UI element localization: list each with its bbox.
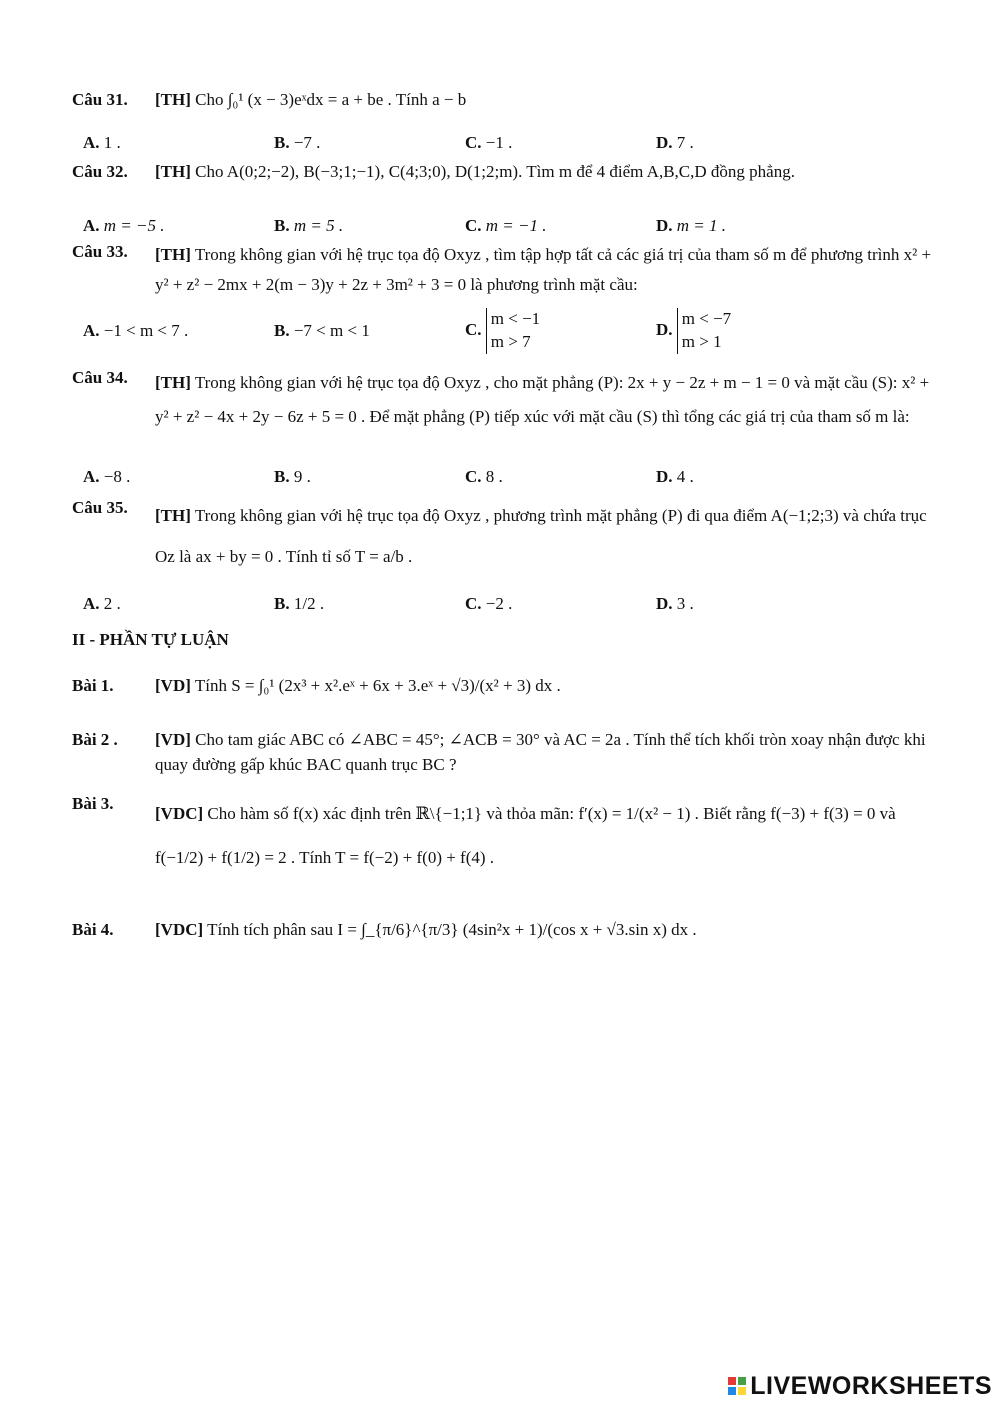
question-text: [TH] Trong không gian với hệ trục tọa độ Oxyz , tìm tập hợp tất cả các giá trị của tham số m để phương trình x² + y² + z² − 2mx + 2(m − 3)y + 2z + 3m² + 3 = 0 là phương trình mặt cầu: bbox=[155, 245, 932, 294]
exercise-label: Bài 3. bbox=[72, 794, 114, 813]
option-b[interactable]: B. 1/2 . bbox=[274, 594, 325, 613]
exercise-text: [VD] Tính S = ∫₀¹ (2x³ + x².eˣ + 6x + 3.eˣ + √3)/(x² + 3) dx . bbox=[155, 676, 561, 695]
option-c[interactable]: C. −1 . bbox=[465, 133, 513, 152]
inequality-system: m < −1 m > 7 bbox=[486, 308, 540, 354]
options-35 bbox=[83, 594, 863, 614]
option-c[interactable]: C. 8 . bbox=[465, 467, 503, 486]
option-b[interactable]: B. 9 . bbox=[274, 467, 311, 486]
option-d[interactable]: D. 3 . bbox=[656, 594, 694, 613]
question-label: Câu 35. bbox=[72, 498, 128, 517]
option-a[interactable]: A. −1 < m < 7 . bbox=[83, 320, 189, 340]
question-label: Câu 33. bbox=[72, 242, 128, 261]
exercise-text: [VDC] Tính tích phân sau I = ∫_{π/6}^{π/3} (4sin²x + 1)/(cos x + √3.sin x) dx . bbox=[155, 920, 697, 939]
question-31 bbox=[72, 78, 932, 118]
inequality-system: m < −7 m > 1 bbox=[677, 308, 731, 354]
option-a[interactable]: A. −8 . bbox=[83, 467, 131, 486]
option-a[interactable]: A. 1 . bbox=[83, 133, 121, 152]
options-32 bbox=[83, 216, 863, 236]
option-d[interactable]: D. m = 1 . bbox=[656, 216, 727, 235]
question-text: [TH] Cho A(0;2;−2), B(−3;1;−1), C(4;3;0), D(1;2;m). Tìm m để 4 điểm A,B,C,D đồng phẳng. bbox=[155, 162, 795, 181]
question-label: Câu 31. bbox=[72, 90, 128, 109]
exercise-4-text: Tính tích phân sau I = ∫_{π/6}^{π/3} (4sin²x + 1)/(cos x + √3.sin x) dx . bbox=[207, 920, 697, 939]
option-d[interactable]: D. m < −7 m > 1 bbox=[656, 308, 847, 354]
question-35-text: Trong không gian với hệ trục tọa độ Oxyz , phương trình mặt phẳng (P) đi qua điểm A(−1;2;3) và chứa trục Oz là ax + by = 0 . Tính tỉ số T = a/b . bbox=[155, 506, 927, 566]
exercise-1-text: Tính S = ∫₀¹ (2x³ + x².eˣ + 6x + 3.eˣ + √3)/(x² + 3) dx . bbox=[194, 676, 561, 695]
option-a[interactable]: A. m = −5 . bbox=[83, 216, 165, 235]
liveworksheets-logo bbox=[728, 1371, 992, 1401]
option-d[interactable]: D. 4 . bbox=[656, 467, 694, 486]
exercise-3-text: Cho hàm số f(x) xác định trên ℝ\{−1;1} và thỏa mãn: f′(x) = 1/(x² − 1) . Biết rằng f(−3) + f(3) = 0 và f(−1/2) + f(1/2) = 2 . Tính T = f(−2) + f(0) + f(4) . bbox=[155, 804, 896, 868]
option-c[interactable]: C. −2 . bbox=[465, 594, 513, 613]
question-34-text: Trong không gian với hệ trục tọa độ Oxyz , cho mặt phẳng (P): 2x + y − 2z + m − 1 = 0 và mặt cầu (S): x² + y² + z² − 4x + 2y − 6z + 5 = 0 . Để mặt phẳng (P) tiếp xúc với mặt cầu (S) thì tổng các giá trị của tham số m là: bbox=[155, 373, 930, 426]
option-c[interactable]: C. m = −1 . bbox=[465, 216, 547, 235]
option-b[interactable]: B. −7 . bbox=[274, 133, 321, 152]
question-text: [TH] Cho ∫₀¹ (x − 3)eˣdx = a + be . Tính a − b bbox=[155, 90, 467, 109]
logo-text: LIVEWORKSHEETS bbox=[750, 1371, 992, 1400]
exercise-label: Bài 4. bbox=[72, 920, 114, 939]
option-b[interactable]: B. −7 < m < 1 bbox=[274, 320, 370, 340]
question-label: Câu 34. bbox=[72, 368, 128, 387]
question-text: [TH] Trong không gian với hệ trục tọa độ Oxyz , phương trình mặt phẳng (P) đi qua điểm A(−1;2;3) và chứa trục Oz là ax + by = 0 . Tính tỉ số T = a/b . bbox=[155, 506, 927, 566]
question-33-text: Trong không gian với hệ trục tọa độ Oxyz , tìm tập hợp tất cả các giá trị của tham số m để phương trình x² + y² + z² − 2mx + 2(m − 3)y + 2z + 3m² + 3 = 0 là phương trình mặt cầu: bbox=[155, 245, 932, 294]
options-31 bbox=[83, 133, 863, 153]
option-c[interactable]: C. m < −1 m > 7 bbox=[465, 308, 656, 354]
options-34 bbox=[83, 467, 863, 487]
exercise-2-text: Cho tam giác ABC có ∠ABC = 45°; ∠ACB = 30° và AC = 2a . Tính thể tích khối tròn xoay nhận được khi quay đường gấp khúc BAC quanh trục BC ? bbox=[155, 730, 926, 774]
question-label: Câu 32. bbox=[72, 162, 128, 181]
option-b[interactable]: B. m = 5 . bbox=[274, 216, 344, 235]
exercise-label: Bài 2 . bbox=[72, 730, 118, 749]
question-32-text: Cho A(0;2;−2), B(−3;1;−1), C(4;3;0), D(1;2;m). Tìm m để 4 điểm A,B,C,D đồng phẳng. bbox=[195, 162, 795, 181]
option-d[interactable]: D. 7 . bbox=[656, 133, 694, 152]
exercise-text: [VD] Cho tam giác ABC có ∠ABC = 45°; ∠ACB = 30° và AC = 2a . Tính thể tích khối tròn xoay nhận được khi quay đường gấp khúc BAC quanh trục BC ? bbox=[155, 730, 926, 774]
exercise-text: [VDC] Cho hàm số f(x) xác định trên ℝ\{−1;1} và thỏa mãn: f′(x) = 1/(x² − 1) . Biết rằng f(−3) + f(3) = 0 và f(−1/2) + f(1/2) = 2 . Tính T = f(−2) + f(0) + f(4) . bbox=[155, 804, 896, 868]
section-title: II - PHẦN TỰ LUẬN bbox=[72, 630, 229, 649]
option-a[interactable]: A. 2 . bbox=[83, 594, 121, 613]
question-31-text: Cho ∫₀¹ (x − 3)eˣdx = a + be . Tính a − b bbox=[195, 90, 467, 109]
question-text: [TH] Trong không gian với hệ trục tọa độ Oxyz , cho mặt phẳng (P): 2x + y − 2z + m − 1 = 0 và mặt cầu (S): x² + y² + z² − 4x + 2y − 6z + 5 = 0 . Để mặt phẳng (P) tiếp xúc với mặt cầu (S) thì tổng các giá trị của tham số m là: bbox=[155, 373, 930, 426]
options-33 bbox=[83, 308, 863, 354]
exercise-label: Bài 1. bbox=[72, 676, 114, 695]
logo-mark-icon bbox=[728, 1377, 746, 1395]
